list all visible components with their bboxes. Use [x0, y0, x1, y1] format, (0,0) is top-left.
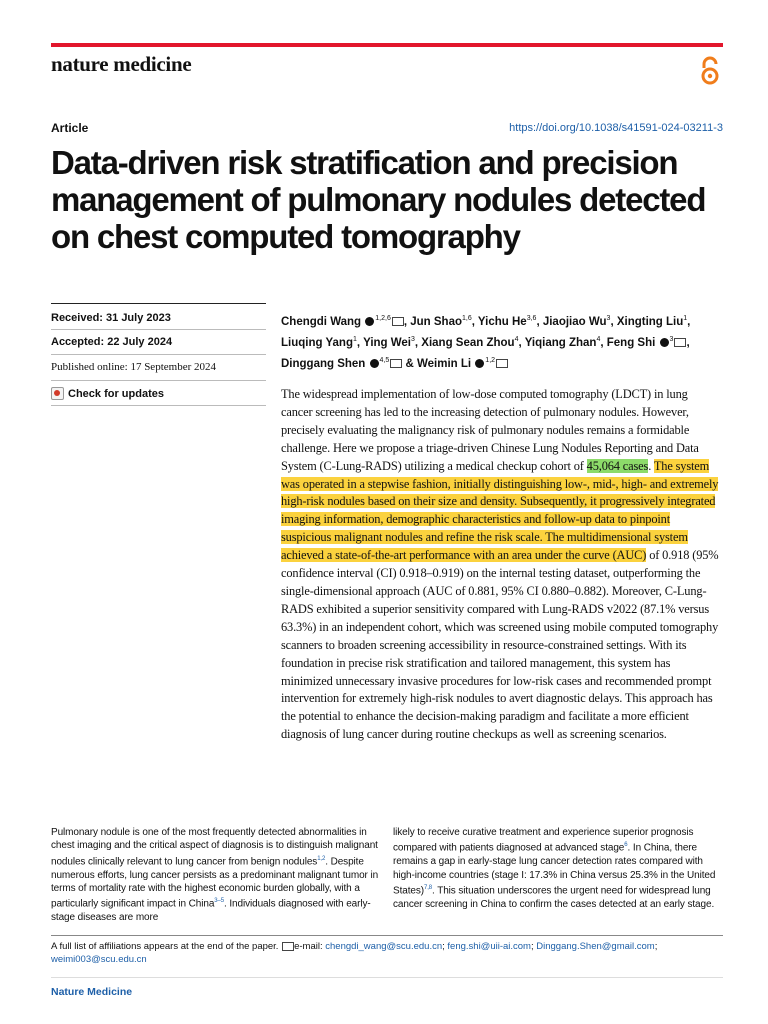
author-affiliation: 4,5 — [379, 356, 390, 364]
author-name[interactable]: Jiaojiao Wu — [542, 315, 607, 328]
abstract-highlight-yellow: The system was operated in a stepwise fashion, initially distinguishing low-, mid-, high- and extremely high-risk nodules based on their size and density. Subsequently, it progressively integrated imaging information, demographic characteristics and follow-up data to pinpoint suspicious malignant nodules and refine the risk scale. The multidimensional system achieved a state-of-the-art performance with an area under the curve (AUC) — [281, 458, 719, 563]
author-affiliation: 4 — [596, 335, 601, 343]
meta-divider — [51, 329, 266, 330]
footnote-divider — [51, 935, 723, 936]
abstract-text: of 0.918 (95% confidence interval (CI) 0.918–0.919) on the internal testing dataset, outperforming the single-dimensional approach (AUC of 0.881, 95% CI 0.880–0.882). Moreover, C-Lung-RADS exhibited a superior sensitivity compared with Lung-RADS v2022 (87.1% versus 63.3%) in an independent cohort, which was screened using mobile computed tomography scanners to broaden screening accessibility in resource-constrained settings. With its foundation in precise risk stratification and tailored management, this system has minimized unnecessary invasive procedures for low-risk cases and recommended prompt intervention for extremely high-risk nodules to avert diagnostic delays. This approach has the potential to enhance the decision-making paradigm and facilitate a more efficient diagnosis of lung cancer during routine checkups as well as screening scenarios. — [281, 548, 719, 742]
author-name[interactable]: Ying Wei — [363, 336, 411, 349]
accepted-date: Accepted: 22 July 2024 — [51, 336, 173, 348]
published-date: Published online: 17 September 2024 — [51, 361, 216, 373]
citation-ref[interactable]: 6 — [624, 842, 628, 849]
citation-ref[interactable]: 1,2 — [317, 855, 326, 862]
email-link[interactable]: weimi003@scu.edu.cn — [51, 954, 147, 965]
author-list: Chengdi Wang $^{1,2,6}$ , Jun Shao$^{1,6}$, Yichu He$^{3,6}$, Jiaojiao Wu$^3$, Xingting Liu$^1$, Liuqing Yang$^1$, Ying Wei$^3$, Xiang Sean Zhou$^4$, Yiqiang Zhan$^4$, Feng Shi $^3$ , Dinggang Shen $^{4,5}$ & Weimin Li $^{1,2}$ — [281, 315, 691, 370]
body-column-right — [393, 826, 723, 925]
footnote-text: A full list of affiliations appears at the end of the paper. — [51, 941, 282, 952]
author-affiliation: 1 — [683, 315, 688, 322]
meta-divider — [51, 380, 266, 381]
email-link[interactable]: feng.shi@uii-ai.com — [447, 941, 531, 952]
orcid-icon[interactable] — [370, 359, 379, 368]
author-prefix: & — [405, 357, 417, 370]
footer-journal-name[interactable]: Nature Medicine — [51, 986, 133, 998]
article-type-label: Article — [51, 121, 89, 135]
author-affiliation: 3 — [669, 335, 674, 343]
open-access-icon[interactable] — [699, 56, 721, 86]
author-name[interactable]: Chengdi Wang — [281, 315, 362, 328]
citation-ref[interactable]: 7,8 — [423, 884, 433, 891]
body-text — [51, 826, 723, 925]
email-icon[interactable] — [390, 359, 402, 368]
abstract-text: The widespread implementation of low-dose computed tomography (LDCT) in lung cancer screening has led to the increasing detection of pulmonary nodules. However, precisely evaluating the malignancy risk of pulmonary nodules remains a formidable challenge. Here we propose a triage-driven Chinese Lung Nodules Reporting and Data System (C-Lung-RADS) utilizing a medical checkup cohort of — [281, 387, 699, 473]
author-name[interactable]: Yichu He — [477, 315, 527, 328]
author-affiliation: 3 — [606, 315, 611, 322]
orcid-icon[interactable] — [365, 317, 374, 326]
body-column-left — [51, 826, 381, 925]
received-date: Received: 31 July 2023 — [51, 312, 171, 324]
author-affiliation: 1 — [352, 335, 357, 343]
author-affiliation: 1,2,6 — [375, 315, 391, 322]
orcid-icon[interactable] — [660, 338, 669, 347]
author-affiliation: 4 — [514, 335, 519, 343]
author-affiliation: 1,6 — [462, 315, 472, 322]
abstract-highlight-green: 45,064 cases — [586, 458, 649, 473]
body-text-segment: likely to receive curative treatment and experience superior prognosis compared with patients diagnosed at advanced stage — [393, 827, 694, 854]
author-name[interactable]: Xiang Sean Zhou — [421, 336, 515, 349]
email-link[interactable]: Dinggang.Shen@gmail.com — [536, 941, 655, 952]
author-affiliation: 3 — [411, 335, 415, 343]
email-icon[interactable] — [392, 317, 404, 326]
article-title: Data-driven risk stratification and precision management of pulmonary nodules detected on chest computed tomography — [51, 144, 706, 255]
check-updates-label: Check for updates — [68, 387, 164, 400]
footer-divider — [51, 977, 723, 978]
email-icon — [282, 942, 294, 951]
body-text-segment: . In China, there remains a gap in early-stage lung cancer detection rates compared with high-income countries (stage I: 17.3% in China versus 25.3% in the United States) — [393, 842, 716, 897]
abstract — [281, 386, 721, 744]
journal-accent-bar — [51, 43, 723, 47]
author-name[interactable]: Feng Shi — [606, 336, 656, 349]
author-name[interactable]: Jun Shao — [410, 315, 462, 328]
body-text-segment: . Despite numerous efforts, lung cancer persists as a predominant malignant tumor in terms of mortality rate with the highest economic burden globally, with a particularly significant impact in China — [51, 856, 379, 910]
meta-divider — [51, 405, 266, 406]
check-for-updates-button[interactable] — [51, 387, 266, 400]
author-name[interactable]: Weimin Li — [416, 357, 472, 370]
email-icon[interactable] — [674, 338, 686, 347]
email-icon[interactable] — [496, 359, 508, 368]
email-link[interactable]: chengdi_wang@scu.edu.cn — [325, 941, 443, 952]
meta-divider — [51, 354, 266, 355]
author-affiliation: 1,2 — [485, 356, 496, 364]
citation-ref[interactable]: 3–5 — [214, 898, 225, 905]
journal-name: nature medicine — [51, 52, 192, 76]
author-name[interactable]: Xingting Liu — [616, 315, 684, 328]
meta-divider — [51, 303, 266, 304]
author-name[interactable]: Yiqiang Zhan — [524, 336, 597, 349]
body-text-segment: . This situation underscores the urgent need for widespread lung cancer screening in China to confirm the cases detected at an early stage. — [393, 885, 715, 910]
author-name[interactable]: Dinggang Shen — [281, 357, 366, 370]
body-text-segment: . Individuals diagnosed with early-stage diseases are more — [51, 898, 371, 924]
body-text-segment: Pulmonary nodule is one of the most frequently detected abnormalities in chest imaging and the critical aspect of diagnosis is to distinguish malignant nodules clinically relevant to lung cancer from benign nodules — [51, 827, 378, 868]
footnote-email-label: e-mail: — [294, 941, 326, 952]
doi-link[interactable]: https://doi.org/10.1038/s41591-024-03211-3 — [509, 122, 723, 134]
author-affiliation: 3,6 — [526, 315, 537, 322]
author-name[interactable]: Liuqing Yang — [281, 336, 353, 349]
orcid-icon[interactable] — [475, 359, 484, 368]
check-updates-icon — [51, 387, 64, 400]
footnote: A full list of affiliations appears at the end of the paper. e-mail: chengdi_wang@scu.edu.cn; feng.shi@uii-ai.com; Dinggang.Shen@gmail.com; weimi003@scu.edu.cn — [51, 941, 658, 965]
abstract-text: . — [648, 458, 654, 473]
